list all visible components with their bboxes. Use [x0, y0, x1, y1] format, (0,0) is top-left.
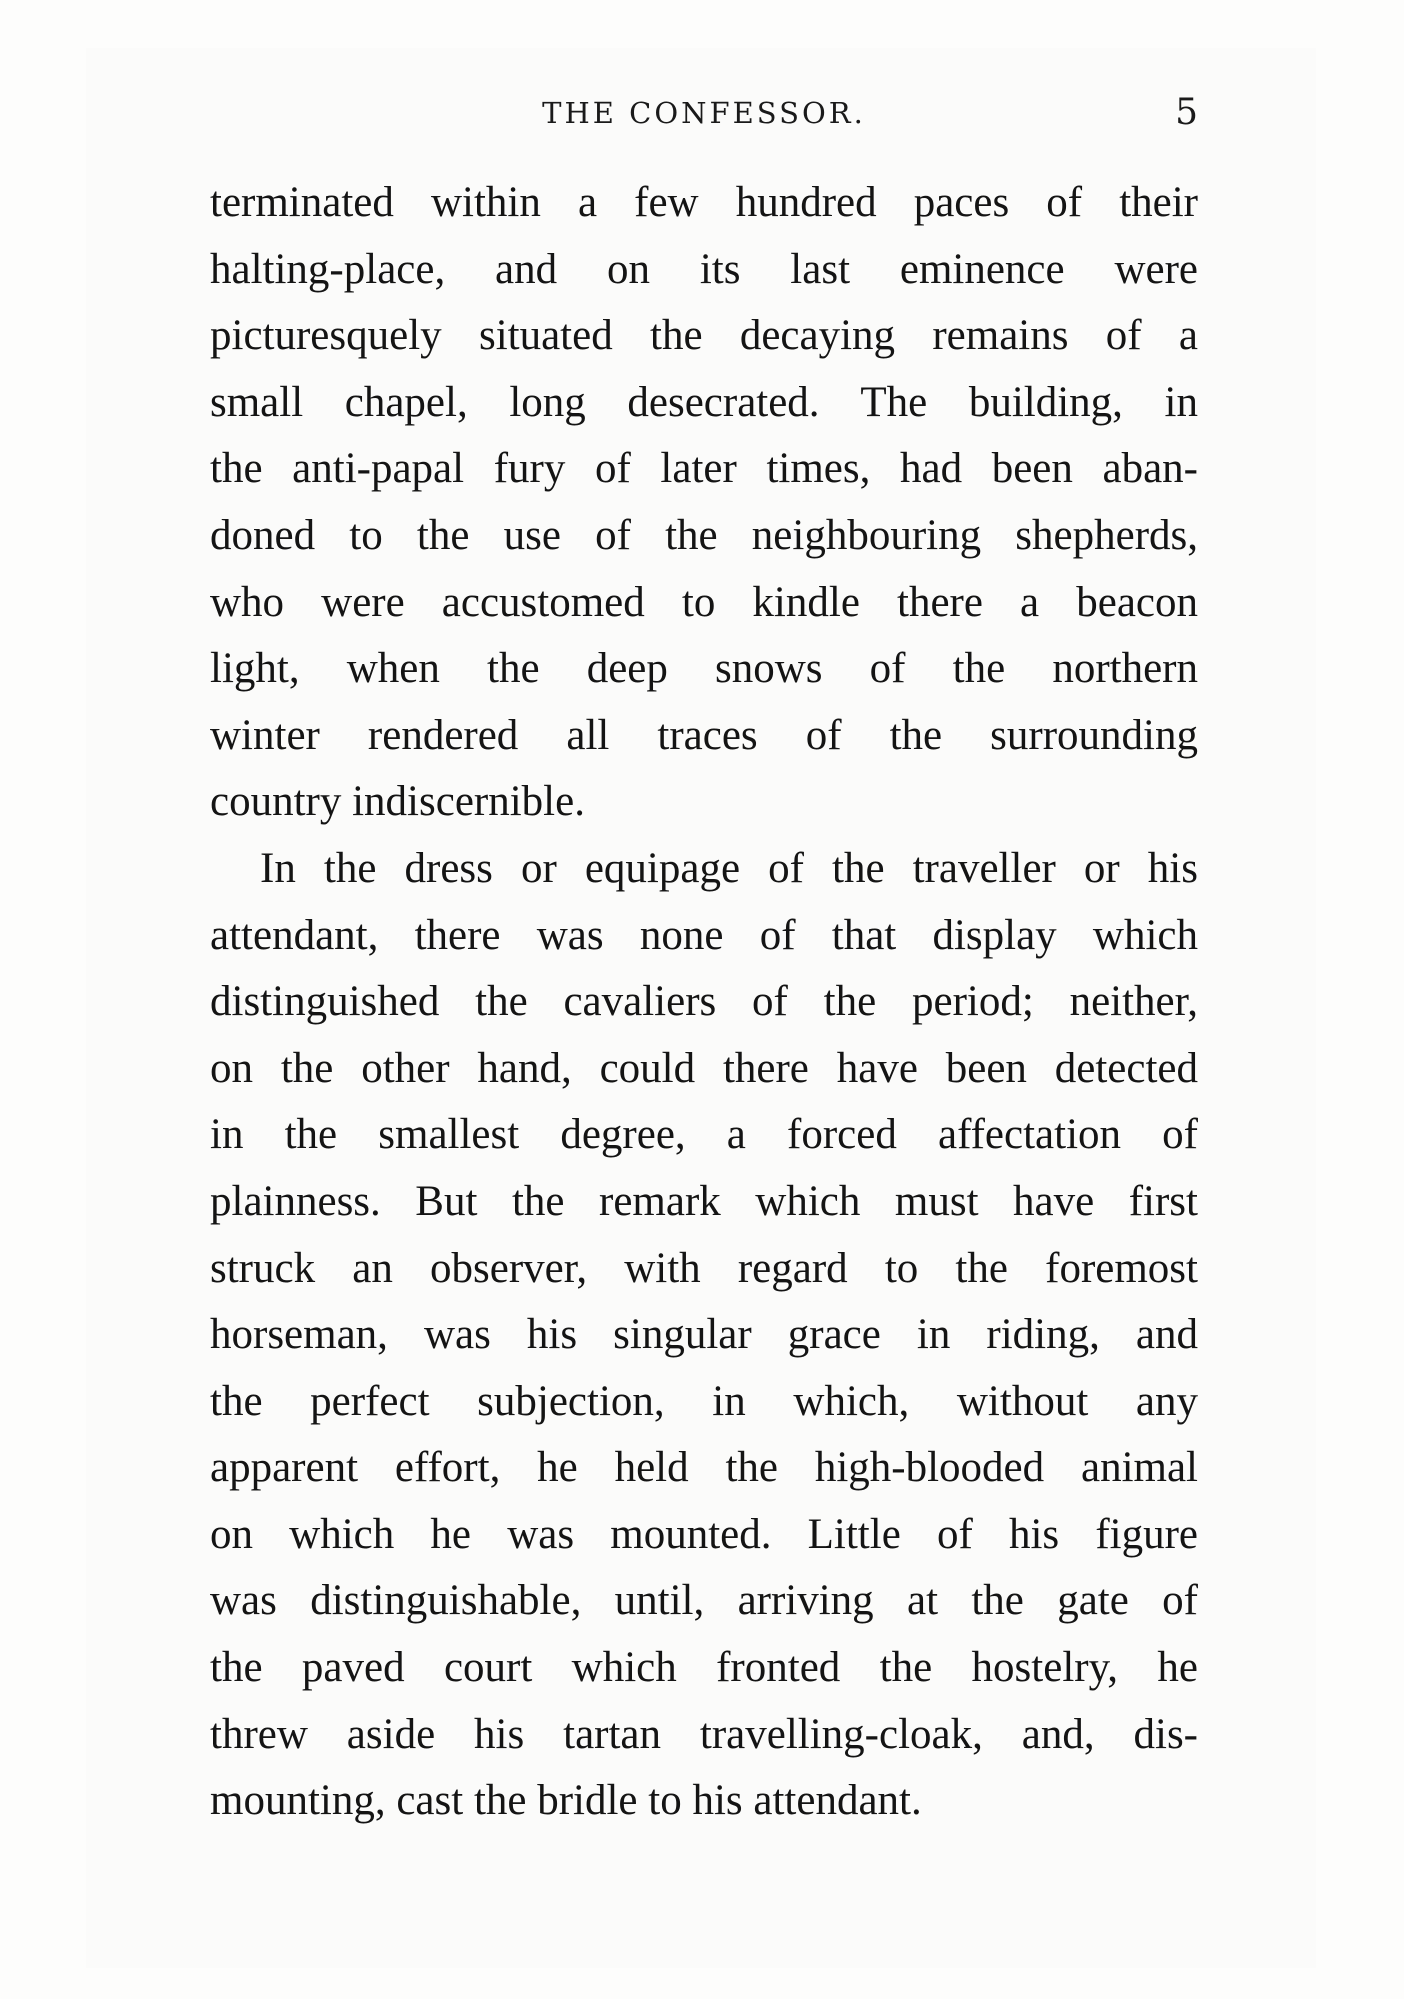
- text-line: picturesquely situated the decaying remains of a: [210, 312, 1198, 360]
- text-line: terminated within a few hundred paces of their: [210, 179, 1198, 226]
- text-line: doned to the use of the neighbouring shepherds,: [210, 511, 1198, 559]
- running-head: [210, 92, 1198, 142]
- text-line: attendant, there was none of that display which: [210, 911, 1198, 959]
- text-line: small chapel, long desecrated. The building, in: [210, 378, 1198, 426]
- text-line: distinguished the cavaliers of the period; neither,: [210, 978, 1198, 1026]
- text-line: light, when the deep snows of the northern: [210, 645, 1198, 693]
- text-line: on which he was mounted. Little of his figure: [210, 1510, 1198, 1558]
- text-line: struck an observer, with regard to the foremost: [210, 1244, 1198, 1292]
- running-title: THE CONFESSOR.: [542, 96, 866, 130]
- text-line: the paved court which fronted the hostelry, he: [210, 1644, 1198, 1692]
- text-line: mounting, cast the bridle to his attendant.: [210, 1777, 922, 1825]
- text-line: the perfect subjection, in which, without any: [210, 1377, 1198, 1425]
- text-line: was distinguishable, until, arriving at the gate of: [210, 1577, 1198, 1625]
- text-line: winter rendered all traces of the surrounding: [210, 711, 1198, 759]
- text-line: who were accustomed to kindle there a beacon: [210, 578, 1198, 626]
- text-line: halting-place, and on its last eminence were: [210, 245, 1198, 293]
- text-line: the anti-papal fury of later times, had been aban-: [210, 445, 1198, 493]
- text-line: In the dress or equipage of the traveller or his: [260, 844, 1198, 892]
- body-text: [210, 170, 1198, 1835]
- text-line: country indiscernible.: [210, 778, 585, 826]
- text-line: plainness. But the remark which must have first: [210, 1177, 1198, 1225]
- text-line: threw aside his tartan travelling-cloak, and, dis-: [210, 1710, 1198, 1758]
- text-line: apparent effort, he held the high-blooded animal: [210, 1444, 1198, 1492]
- text-line: horseman, was his singular grace in riding, and: [210, 1311, 1198, 1359]
- text-line: on the other hand, could there have been detected: [210, 1044, 1198, 1092]
- page-number: 5: [1175, 92, 1198, 133]
- text-line: in the smallest degree, a forced affectation of: [210, 1111, 1198, 1159]
